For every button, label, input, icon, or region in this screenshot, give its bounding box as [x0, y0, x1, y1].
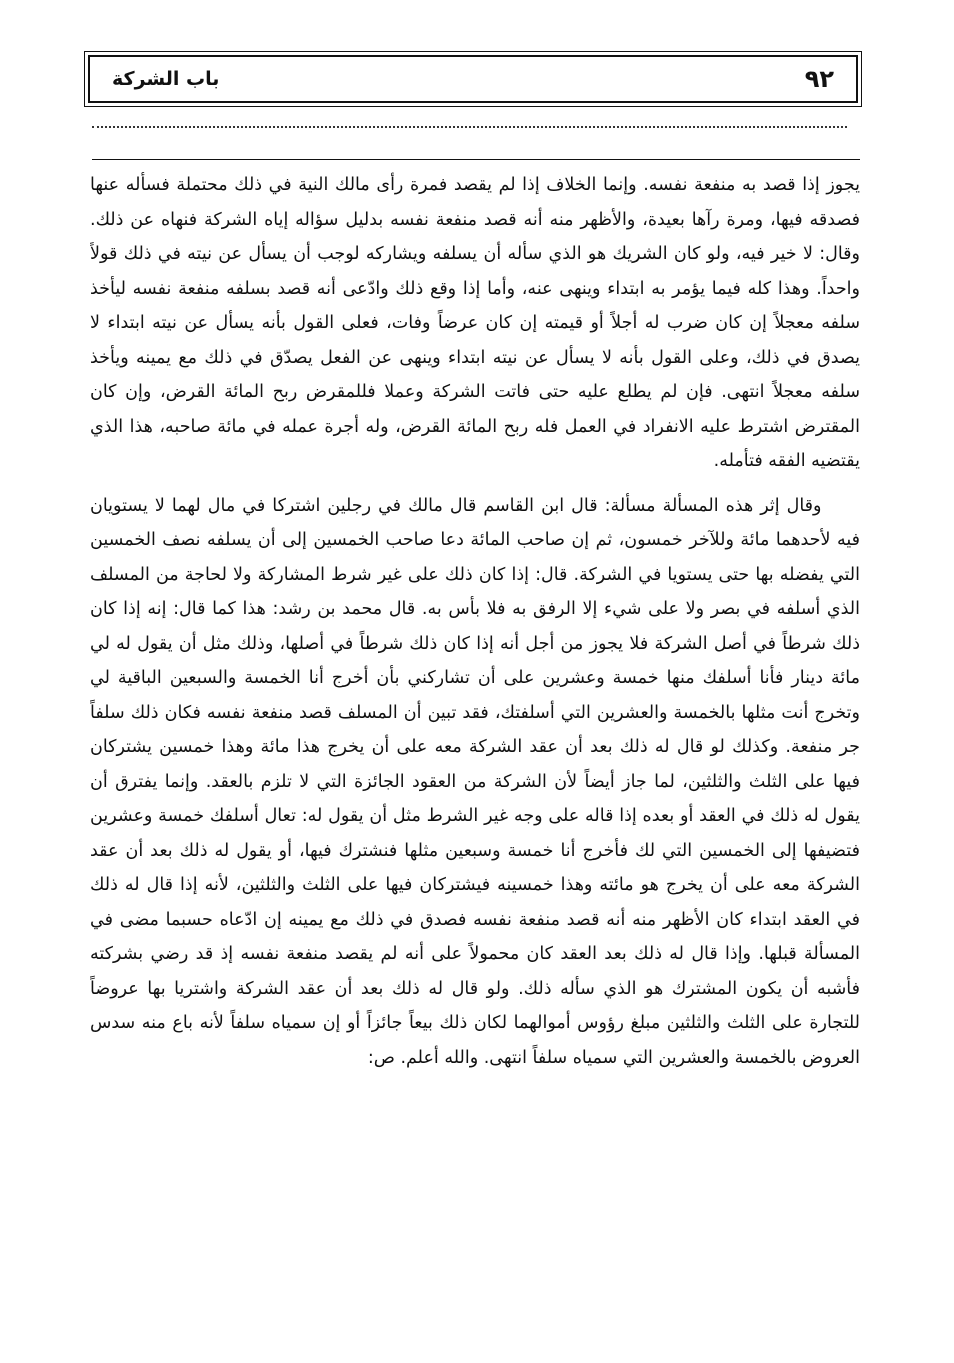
page-number: ٩٢ — [804, 65, 834, 93]
paragraph: يجوز إذا قصد به منفعة نفسه. وإنما الخلاف إذا لم يقصد فمرة رأى مالك النية في ذلك محتملة فسأله عنها فصدقه فيها، ومرة رآها بعيدة، والأظهر منه أنه قصد منفعة نفسه بدليل سؤاله إياه الشركة فنهاه عن ذلك. وقال: لا خير فيه، ولو كان الشريك هو الذي سأله أن يسلفه ويشاركه لوجب أن يسأل عن نيته في ذلك قولاً واحداً. وهذا كله فيما يؤمر به ابتداء وينهى عنه، وأما إذا وقع ذلك وادّعى أنه قصد بسلفه منفعة نفسه ليأخذ سلفه معجلاً إن كان ضرب له أجلاً أو قيمته إن كان عرضاً وفات، فعلى القول بأنه يسأل عن نيته ابتداء لا يصدق في ذلك، وعلى القول بأنه لا يسأل عن نيته ابتداء وينهى عن الفعل يصدّق في ذلك مع يمينه ويأخذ سلفه معجلاً انتهى. فإن لم يطلع عليه حتى فاتت الشركة وعملا فللمقرض ربح المائة القرض، وإن كان المقترض اشترط عليه الانفراد في العمل فله ربح المائة القرض، وله أجرة عمله في مائة صاحبه، هذا الذي يقتضيه الفقه فتأمله. — [90, 175, 860, 471]
chapter-title: باب الشركة — [112, 68, 220, 90]
dotted-separator — [92, 126, 847, 128]
horizontal-rule — [92, 159, 860, 160]
paragraph: وقال إثر هذه المسألة مسألة: قال ابن القاسم قال مالك في رجلين اشتركا في مال لهما لا يستويان فيه لأحدهما مائة وللآخر خمسون، ثم إن صاحب المائة دعا صاحب الخمسين إلى أن يسلفه نصف الخمسين التي يفضله بها حتى يستويا في الشركة. قال: إذا كان ذلك على غير شرط المشاركة ولا لحاجة من المسلف الذي أسلفه في بصر ولا على شيء إلا الرفق به فلا بأس به. قال محمد بن رشد: هذا كما قال: إنه إذا كان ذلك شرطاً في أصل الشركة فلا يجوز من أجل أنه إذا كان ذلك شرطاً في أصلها، وذلك مثل أن يقول له لي مائة دينار فأنا أسلفك منها خمسة وعشرين على أن تشاركني بأن أخرج أنا الخمسة والسبعين الباقية لي وتخرج أنت مثلها بالخمسة والعشرين التي أسلفتك، فقد تبين أن المسلف قصد منفعة نفسه فكان ذلك سلفاً جر منفعة. وكذلك لو قال له ذلك بعد أن عقد الشركة معه على أن يخرج هذا مائة وهذا خمسين يشتركان فيها على الثلث والثلثين، لما جاز أيضاً لأن الشركة من العقود الجائزة التي لا تلزم بالعقد. وإنما يفترق أن يقول له ذلك في العقد أو بعده إذا قاله على وجه غير الشرط مثل أن يقول له: تعال أسلفك خمسة وعشرين فتضيفها إلى الخمسين التي لك فأخرج أنا خمسة وسبعين مثلها فنشترك فيها، أو يقول له ذلك بعد أن عقد الشركة معه على أن يخرج هو مائته وهذا خمسينه فيشتركان فيها على الثلث والثلثين، لأنه إذا قال له ذلك في العقد ابتداء كان الأظهر منه أنه قصد منفعة نفسه فصدق في ذلك مع يمينه إن ادّعاه حسبما مضى في المسألة قبلها. وإذا قال له ذلك بعد العقد كان محمولاً على أنه لم يقصد منفعة نفسه إذ قد رضي بشركته فأشبه أن يكون المشترك هو الذي سأله ذلك. ولو قال له ذلك بعد أن عقد الشركة واشتريا بها عروضاً للتجارة على الثلث والثلثين مبلغ رؤوس أموالهما لكان ذلك بيعاً جائزاً أو إن سمياه سلفاً لأنه باع منه سدس العروض بالخمسة والعشرين التي سمياه سلفاً انتهى. والله أعلم. ص: — [90, 495, 860, 1068]
body-text — [90, 168, 860, 1318]
page-header — [88, 55, 858, 103]
